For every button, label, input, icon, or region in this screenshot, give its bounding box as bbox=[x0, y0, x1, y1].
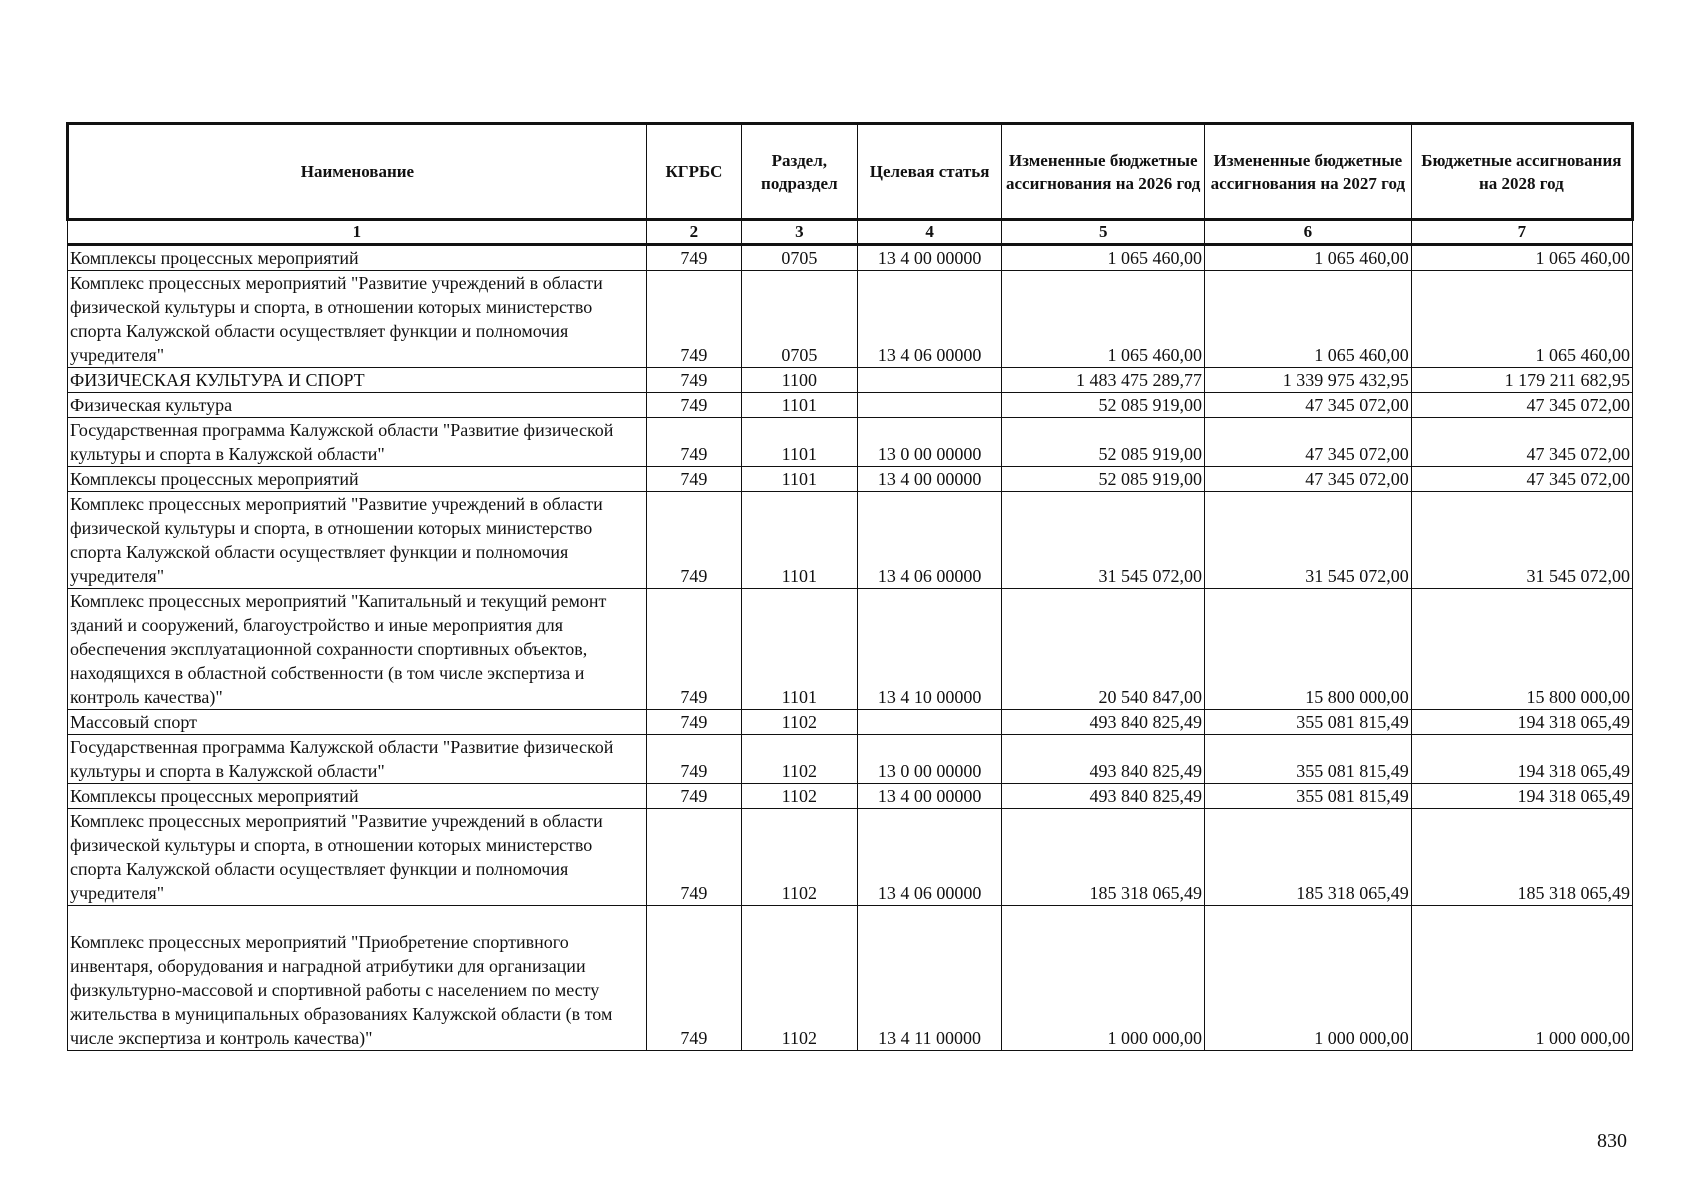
row-section: 1102 bbox=[741, 735, 857, 784]
row-name: Физическая культура bbox=[68, 393, 647, 418]
row-target-article: 13 0 00 00000 bbox=[857, 735, 1002, 784]
row-amount-2027: 355 081 815,49 bbox=[1205, 710, 1412, 735]
row-amount-2026: 1 000 000,00 bbox=[1002, 906, 1205, 1051]
row-amount-2026: 52 085 919,00 bbox=[1002, 467, 1205, 492]
column-number: 3 bbox=[741, 220, 857, 245]
row-amount-2028: 31 545 072,00 bbox=[1411, 492, 1632, 589]
row-target-article bbox=[857, 393, 1002, 418]
row-kgrbs: 749 bbox=[646, 735, 741, 784]
header-section: Раздел, подраздел bbox=[741, 124, 857, 220]
row-target-article bbox=[857, 368, 1002, 393]
row-target-article: 13 4 00 00000 bbox=[857, 467, 1002, 492]
header-name: Наименование bbox=[68, 124, 647, 220]
header-2027: Измененные бюджетные ассигнования на 2027 год bbox=[1205, 124, 1412, 220]
row-amount-2027: 47 345 072,00 bbox=[1205, 418, 1412, 467]
row-amount-2026: 31 545 072,00 bbox=[1002, 492, 1205, 589]
row-target-article: 13 4 11 00000 bbox=[857, 906, 1002, 1051]
row-amount-2026: 1 483 475 289,77 bbox=[1002, 368, 1205, 393]
column-number: 4 bbox=[857, 220, 1002, 245]
row-section: 1101 bbox=[741, 492, 857, 589]
row-amount-2028: 15 800 000,00 bbox=[1411, 589, 1632, 710]
row-amount-2027: 1 000 000,00 bbox=[1205, 906, 1412, 1051]
row-kgrbs: 749 bbox=[646, 589, 741, 710]
row-section: 1100 bbox=[741, 368, 857, 393]
row-kgrbs: 749 bbox=[646, 368, 741, 393]
row-amount-2028: 47 345 072,00 bbox=[1411, 467, 1632, 492]
header-row bbox=[68, 124, 1633, 220]
row-amount-2027: 15 800 000,00 bbox=[1205, 589, 1412, 710]
budget-table bbox=[66, 122, 1634, 1051]
header-kgrbs: КГРБС bbox=[646, 124, 741, 220]
row-section: 1101 bbox=[741, 467, 857, 492]
row-amount-2026: 493 840 825,49 bbox=[1002, 735, 1205, 784]
row-amount-2028: 1 179 211 682,95 bbox=[1411, 368, 1632, 393]
row-amount-2027: 1 065 460,00 bbox=[1205, 271, 1412, 368]
row-name: Комплекс процессных мероприятий "Развитие учреждений в области физической культуры и спорта, в отношении которых министерство спорта Калужской области осуществляет функции и полномочия учредителя" bbox=[68, 271, 647, 368]
row-kgrbs: 749 bbox=[646, 784, 741, 809]
row-kgrbs: 749 bbox=[646, 710, 741, 735]
row-name: Государственная программа Калужской области "Развитие физической культуры и спорта в Калужской области" bbox=[68, 735, 647, 784]
row-amount-2028: 47 345 072,00 bbox=[1411, 418, 1632, 467]
row-section: 1101 bbox=[741, 393, 857, 418]
row-name: Государственная программа Калужской области "Развитие физической культуры и спорта в Калужской области" bbox=[68, 418, 647, 467]
header-2028: Бюджетные ассигнования на 2028 год bbox=[1411, 124, 1632, 220]
header-target-article: Целевая статья bbox=[857, 124, 1002, 220]
row-section: 1101 bbox=[741, 589, 857, 710]
row-target-article: 13 4 00 00000 bbox=[857, 245, 1002, 271]
row-amount-2026: 52 085 919,00 bbox=[1002, 393, 1205, 418]
row-amount-2028: 1 065 460,00 bbox=[1411, 271, 1632, 368]
row-name: Массовый спорт bbox=[68, 710, 647, 735]
table-row bbox=[68, 809, 1633, 906]
row-amount-2027: 1 339 975 432,95 bbox=[1205, 368, 1412, 393]
row-target-article: 13 4 00 00000 bbox=[857, 784, 1002, 809]
row-target-article: 13 4 10 00000 bbox=[857, 589, 1002, 710]
row-kgrbs: 749 bbox=[646, 809, 741, 906]
row-amount-2027: 355 081 815,49 bbox=[1205, 784, 1412, 809]
table-row bbox=[68, 492, 1633, 589]
table-row bbox=[68, 245, 1633, 271]
row-amount-2027: 355 081 815,49 bbox=[1205, 735, 1412, 784]
row-section: 1102 bbox=[741, 784, 857, 809]
row-target-article: 13 0 00 00000 bbox=[857, 418, 1002, 467]
column-number: 6 bbox=[1205, 220, 1412, 245]
row-amount-2026: 1 065 460,00 bbox=[1002, 245, 1205, 271]
row-amount-2028: 1 000 000,00 bbox=[1411, 906, 1632, 1051]
table-row bbox=[68, 271, 1633, 368]
row-target-article bbox=[857, 710, 1002, 735]
row-name: Комплексы процессных мероприятий bbox=[68, 245, 647, 271]
row-target-article: 13 4 06 00000 bbox=[857, 809, 1002, 906]
row-amount-2027: 31 545 072,00 bbox=[1205, 492, 1412, 589]
row-name: Комплексы процессных мероприятий bbox=[68, 784, 647, 809]
table-row bbox=[68, 393, 1633, 418]
row-kgrbs: 749 bbox=[646, 245, 741, 271]
page-number: 830 bbox=[1597, 1130, 1627, 1152]
row-section: 0705 bbox=[741, 245, 857, 271]
row-name: ФИЗИЧЕСКАЯ КУЛЬТУРА И СПОРТ bbox=[68, 368, 647, 393]
row-amount-2028: 1 065 460,00 bbox=[1411, 245, 1632, 271]
row-section: 1102 bbox=[741, 809, 857, 906]
header-2026: Измененные бюджетные ассигнования на 2026 год bbox=[1002, 124, 1205, 220]
column-number: 2 bbox=[646, 220, 741, 245]
row-section: 1101 bbox=[741, 418, 857, 467]
table-row bbox=[68, 467, 1633, 492]
row-name: Комплекс процессных мероприятий "Развитие учреждений в области физической культуры и спорта, в отношении которых министерство спорта Калужской области осуществляет функции и полномочия учредителя" bbox=[68, 809, 647, 906]
row-amount-2026: 493 840 825,49 bbox=[1002, 710, 1205, 735]
row-amount-2026: 1 065 460,00 bbox=[1002, 271, 1205, 368]
row-name: Комплекс процессных мероприятий "Капитальный и текущий ремонт зданий и сооружений, благоустройство и иные мероприятия для обеспечения эксплуатационной сохранности спортивных объектов, находящихся в областной собственности (в том числе экспертиза и контроль качества)" bbox=[68, 589, 647, 710]
row-kgrbs: 749 bbox=[646, 418, 741, 467]
table-row bbox=[68, 906, 1633, 1051]
row-kgrbs: 749 bbox=[646, 492, 741, 589]
row-amount-2027: 47 345 072,00 bbox=[1205, 393, 1412, 418]
row-amount-2028: 185 318 065,49 bbox=[1411, 809, 1632, 906]
row-section: 1102 bbox=[741, 906, 857, 1051]
column-number-row bbox=[68, 220, 1633, 245]
row-kgrbs: 749 bbox=[646, 271, 741, 368]
table-row bbox=[68, 418, 1633, 467]
row-section: 1102 bbox=[741, 710, 857, 735]
row-section: 0705 bbox=[741, 271, 857, 368]
table-row bbox=[68, 368, 1633, 393]
row-amount-2026: 493 840 825,49 bbox=[1002, 784, 1205, 809]
row-amount-2026: 52 085 919,00 bbox=[1002, 418, 1205, 467]
row-amount-2028: 47 345 072,00 bbox=[1411, 393, 1632, 418]
table-row bbox=[68, 710, 1633, 735]
column-number: 7 bbox=[1411, 220, 1632, 245]
row-amount-2026: 185 318 065,49 bbox=[1002, 809, 1205, 906]
row-target-article: 13 4 06 00000 bbox=[857, 492, 1002, 589]
row-amount-2027: 1 065 460,00 bbox=[1205, 245, 1412, 271]
row-amount-2028: 194 318 065,49 bbox=[1411, 735, 1632, 784]
row-name: Комплекс процессных мероприятий "Развитие учреждений в области физической культуры и спорта, в отношении которых министерство спорта Калужской области осуществляет функции и полномочия учредителя" bbox=[68, 492, 647, 589]
row-kgrbs: 749 bbox=[646, 906, 741, 1051]
row-amount-2028: 194 318 065,49 bbox=[1411, 784, 1632, 809]
row-kgrbs: 749 bbox=[646, 393, 741, 418]
row-amount-2028: 194 318 065,49 bbox=[1411, 710, 1632, 735]
row-target-article: 13 4 06 00000 bbox=[857, 271, 1002, 368]
column-number: 1 bbox=[68, 220, 647, 245]
row-amount-2027: 47 345 072,00 bbox=[1205, 467, 1412, 492]
column-number: 5 bbox=[1002, 220, 1205, 245]
row-kgrbs: 749 bbox=[646, 467, 741, 492]
row-amount-2026: 20 540 847,00 bbox=[1002, 589, 1205, 710]
row-name: Комплексы процессных мероприятий bbox=[68, 467, 647, 492]
table-row bbox=[68, 784, 1633, 809]
table-row bbox=[68, 589, 1633, 710]
row-name: Комплекс процессных мероприятий "Приобретение спортивного инвентаря, оборудования и наградной атрибутики для организации физкультурно-массовой и спортивной работы с населением по месту жительства в муниципальных образованиях Калужской области (в том числе экспертиза и контроль качества)" bbox=[68, 906, 647, 1051]
table-row bbox=[68, 735, 1633, 784]
row-amount-2027: 185 318 065,49 bbox=[1205, 809, 1412, 906]
